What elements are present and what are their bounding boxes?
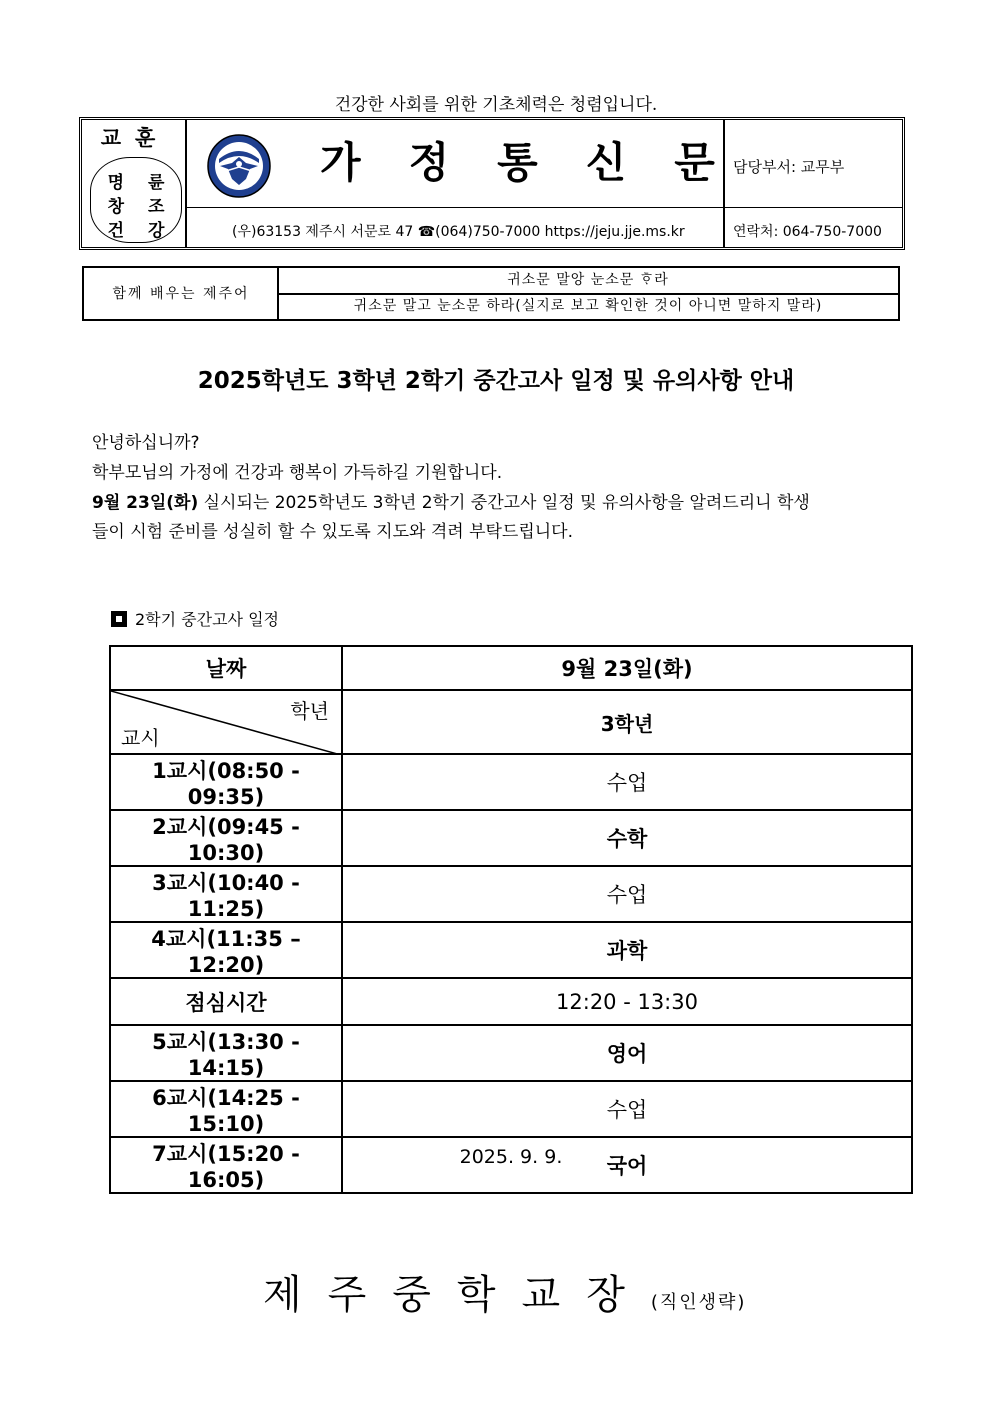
body-line: 학부모님의 가정에 건강과 행복이 가득하길 기원합니다. [92, 463, 503, 483]
motto-line: 창 조 [107, 197, 174, 217]
seal-note: (직인생략) [650, 1292, 747, 1313]
school-address: (우)63153 제주시 서문로 47 ☎(064)750-7000 https://jeju.jje.ms.kr [232, 224, 685, 240]
period-cell: 점심시간 [110, 978, 342, 1025]
divider [185, 120, 187, 247]
school-emblem-icon [206, 133, 272, 199]
period-cell: 2교시(09:45 - 10:30) [110, 810, 342, 866]
period-cell: 5교시(13:30 - 14:15) [110, 1025, 342, 1081]
diagonal-header-cell [110, 690, 342, 754]
exam-schedule-table [109, 645, 913, 1194]
subject-cell: 수업 [342, 1081, 912, 1137]
period-cell: 7교시(15:20 - 16:05) [110, 1137, 342, 1193]
motto-line: 건 강 [107, 221, 174, 241]
period-cell: 1교시(08:50 - 09:35) [110, 754, 342, 810]
principal-title: 제주중학교장 [263, 1272, 651, 1318]
period-cell: 3교시(10:40 - 11:25) [110, 866, 342, 922]
date-label: 날짜 [110, 646, 342, 690]
subject-cell: 과학 [342, 922, 912, 978]
school-motto-oval [90, 157, 182, 243]
grade-label: 학년 [290, 699, 329, 723]
subject-cell: 수업 [342, 754, 912, 810]
subject-cell: 영어 [342, 1025, 912, 1081]
exam-date: 9월 23일(화) [92, 493, 199, 513]
square-bullet-icon [111, 611, 127, 627]
divider [187, 207, 902, 208]
body-line: 들이 시험 준비를 성실히 할 수 있도록 지도와 격려 부탁드립니다. [92, 522, 574, 542]
table-row [110, 810, 912, 866]
table-row [110, 690, 912, 754]
notice-heading: 2025학년도 3학년 2학기 중간고사 일정 및 유의사항 안내 [197, 368, 795, 394]
section-title [111, 607, 279, 630]
table-row [110, 978, 912, 1025]
period-cell: 4교시(11:35 – 12:20) [110, 922, 342, 978]
department: 담당부서: 교무부 [733, 158, 845, 176]
jeju-phrase-label: 함께 배우는 제주어 [112, 285, 250, 302]
page-title: 가정통신문 [320, 138, 763, 187]
subject-cell: 수업 [342, 866, 912, 922]
section-title-text: 2학기 중간고사 일정 [135, 610, 279, 629]
table-row [110, 1025, 912, 1081]
motto-line: 명 륜 [107, 173, 174, 193]
signature [263, 1263, 746, 1320]
contact: 연락처: 064-750-7000 [733, 224, 882, 240]
subject-cell: 12:20 - 13:30 [342, 978, 912, 1025]
period-cell: 6교시(14:25 - 15:10) [110, 1081, 342, 1137]
table-row [110, 646, 912, 690]
table-row [110, 1081, 912, 1137]
jeju-phrase-standard: 귀소문 말고 눈소문 하라(실지로 보고 확인한 것이 아니면 말하지 말라) [353, 298, 823, 314]
subject-cell: 국어 [342, 1137, 912, 1193]
period-label: 교시 [121, 726, 160, 750]
table-row [110, 754, 912, 810]
school-motto-label: 교훈 [100, 126, 170, 150]
grade-value: 3학년 [342, 690, 912, 754]
motto: 건강한 사회를 위한 기초체력은 청렴입니다. [334, 95, 658, 115]
body-line [92, 488, 910, 518]
body-line-text: 실시되는 2025학년도 3학년 2학기 중간고사 일정 및 유의사항을 알려드리니 학생 [198, 493, 810, 513]
issue-date: 2025. 9. 9. [459, 1146, 563, 1168]
table-row [110, 866, 912, 922]
jeju-phrase-dialect: 귀소문 말앙 눈소문 ᄒᆞ라 [507, 272, 669, 288]
subject-cell: 수학 [342, 810, 912, 866]
greeting: 안녕하십니까? [92, 433, 200, 453]
table-row [110, 922, 912, 978]
date-value: 9월 23일(화) [342, 646, 912, 690]
